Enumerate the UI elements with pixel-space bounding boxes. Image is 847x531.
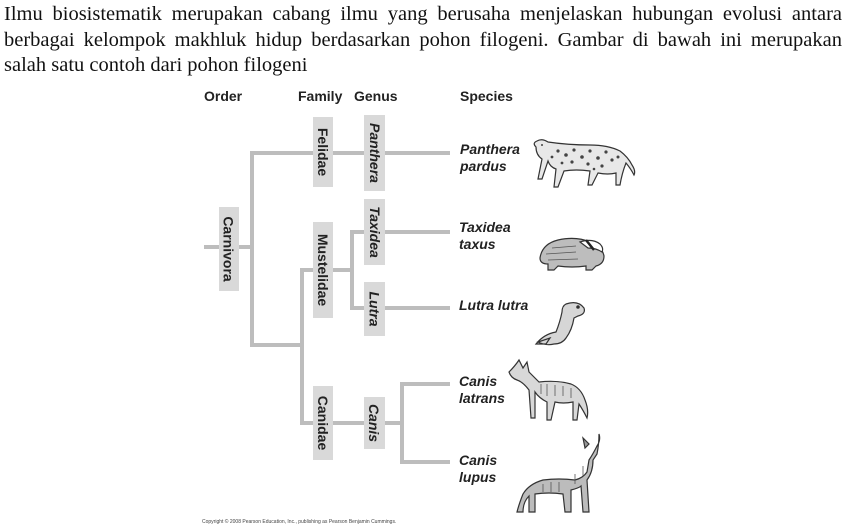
genus-panthera (364, 115, 385, 191)
header-family: Family (298, 88, 343, 104)
species-panthera-pardus-line2: pardus (460, 158, 507, 174)
species-canis-lupus-line2: lupus (459, 469, 497, 485)
species-panthera-pardus-line1: Panthera (460, 141, 520, 157)
species-taxidea-taxus-line1: Taxidea (459, 219, 511, 235)
species-canis-lupus (459, 452, 497, 486)
coyote-illustration (505, 358, 593, 424)
genus-lutra-label: Lutra (366, 291, 383, 327)
family-canidae (313, 386, 333, 460)
otter-illustration (532, 298, 590, 350)
genus-lutra (364, 282, 385, 336)
genus-taxidea (364, 199, 385, 265)
family-mustelidae (313, 222, 333, 318)
species-canis-latrans-line2: latrans (459, 390, 505, 406)
order-carnivora-label: Carnivora (221, 216, 238, 282)
genus-canis (364, 397, 385, 449)
species-canis-latrans (459, 373, 505, 407)
species-taxidea-taxus-line2: taxus (459, 236, 496, 252)
header-genus: Genus (354, 88, 398, 104)
species-lutra-lutra (459, 297, 528, 314)
genus-panthera-label: Panthera (366, 123, 383, 183)
leopard-illustration (528, 133, 640, 193)
family-felidae (313, 117, 333, 187)
family-felidae-label: Felidae (315, 127, 331, 177)
copyright-notice: Copyright © 2008 Pearson Education, Inc., publishing as Pearson Benjamin Cummings. (202, 519, 397, 525)
species-panthera-pardus (460, 141, 520, 175)
species-canis-latrans-line1: Canis (459, 373, 498, 389)
intro-paragraph: Ilmu biosistematik merupakan cabang ilmu yang berusaha menjelaskan hubungan evolusi antara berbagai kelompok makhluk hidup berdasarkan pohon filogeni. Gambar di bawah ini merupakan salah satu contoh dari pohon filogeni (4, 3, 842, 76)
species-canis-lupus-line1: Canis (459, 452, 498, 468)
species-taxidea-taxus (459, 219, 511, 253)
species-lutra-lutra-line1: Lutra lutra (459, 297, 529, 313)
badger-illustration (536, 232, 608, 274)
header-species: Species (460, 88, 513, 104)
wolf-illustration (513, 432, 605, 516)
genus-canis-label: Canis (366, 403, 383, 443)
genus-taxidea-label: Taxidea (366, 206, 383, 258)
header-order: Order (204, 88, 243, 104)
family-mustelidae-label: Mustelidae (315, 233, 332, 307)
order-carnivora (219, 207, 239, 291)
family-canidae-label: Canidae (315, 395, 331, 451)
